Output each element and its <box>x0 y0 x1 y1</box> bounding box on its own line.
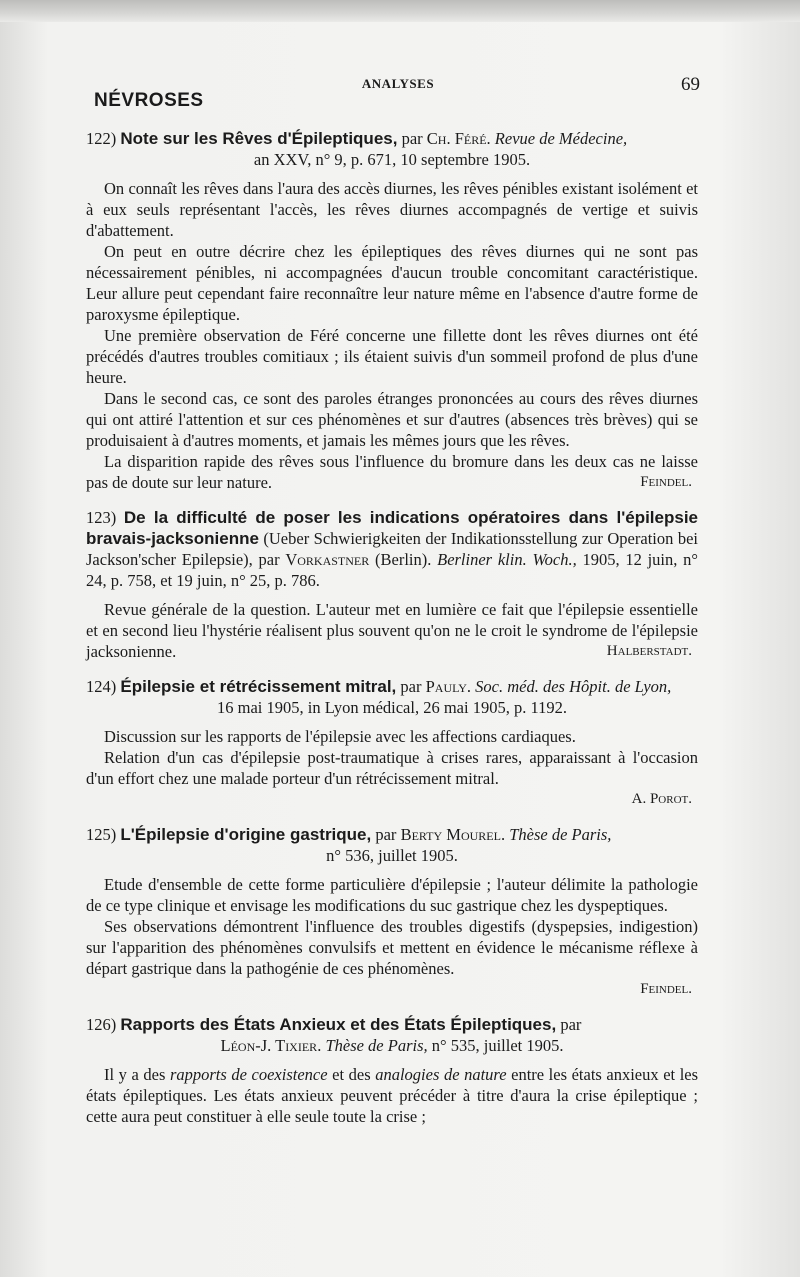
entry-heading <box>86 128 698 170</box>
journal-name: Revue de Médecine, <box>494 129 628 148</box>
citation-text: . <box>500 825 510 844</box>
author-name: Léon-J. Tixier <box>220 1036 318 1055</box>
citation-details: an XXV, n° 9, p. 671, 10 septembre 1905. <box>253 150 531 169</box>
citation-text: . <box>486 129 495 148</box>
entry-number: 126) <box>86 1015 117 1034</box>
signature: Halberstadt. <box>606 643 692 659</box>
entry-122 <box>86 128 698 493</box>
signature: A. Porot. <box>631 791 692 807</box>
citation-details: n° 536, juillet 1905. <box>326 846 458 865</box>
author-name: Vorkastner <box>285 550 370 569</box>
paragraph: Ses observations démontrent l'influence des troubles digestifs (dyspepsies, indigestion) sur l'apparition des phénomènes convulsifs et mettent en évidence le mécanisme réflexe à départ gastrique dans la pathogénie de ces phénomènes. <box>86 917 698 978</box>
paragraph-text: Il y a des <box>104 1065 170 1084</box>
section-title: NÉVROSES <box>94 90 204 111</box>
citation-details: 1905, 12 juin, n° 24, p. 758, et 19 juin, n° 25, p. 786. <box>86 550 698 590</box>
entry-heading <box>86 1014 698 1056</box>
citation-text: par <box>556 1015 582 1034</box>
scan-edge <box>0 0 800 22</box>
paragraph: On peut en outre décrire chez les épileptiques des rêves diurnes qui ne sont pas nécessairement pénibles, ni accompagnées d'aucun trouble concomitant caractéristique. Leur allure peut cependant faire reconnaître leur nature même en l'absence d'autre forme de paroxysme épileptique. <box>86 242 698 324</box>
author-name: Pauly <box>425 677 467 696</box>
journal-name: Berliner klin. Woch., <box>437 550 577 569</box>
paragraph-text: et des <box>327 1065 376 1084</box>
entry-title: De la difficulté de poser les indications opératoires dans l'épilepsie bravais-jacksonienne <box>86 508 699 548</box>
paragraph-text: La disparition rapide des rêves sous l'influence du bromure dans les deux cas ne laisse pas de doute sur leur nature. <box>86 452 698 492</box>
paragraph: Dans le second cas, ce sont des paroles étranges prononcées au cours des rêves diurnes qui ont attiré l'attention et sur ces phénomènes et sur d'autres (absences très brèves) qui se produisaient à d'autres moments, et jamais les mêmes jours que les rêves. <box>86 389 698 450</box>
citation-text: par <box>371 825 401 844</box>
entry-number: 124) <box>86 677 117 696</box>
paragraph: Une première observation de Féré concerne une fillette dont les rêves diurnes ont été précédés d'autres troubles comitiaux ; ils étaient suivis d'un sommeil profond de plus d'une heure. <box>86 326 698 387</box>
entry-heading <box>86 507 698 591</box>
running-title: ANALYSES <box>361 76 435 91</box>
author-name: Berty Mourel <box>400 825 501 844</box>
citation-text: par <box>397 129 427 148</box>
entry-title: L'Épilepsie d'origine gastrique, <box>120 825 372 844</box>
paragraph: Etude d'ensemble de cette forme particulière d'épilepsie ; l'auteur délimite la pathologie de ce type clinique et envisage les modifications du suc gastrique chez les dyspeptiques. <box>86 875 698 915</box>
emphasis-text: analogies de nature <box>375 1065 507 1084</box>
page-number: 69 <box>681 74 700 95</box>
journal-name: Thèse de Paris, <box>325 1036 428 1055</box>
paragraph: Discussion sur les rapports de l'épilepsie avec les affections cardiaques. <box>104 727 576 746</box>
entry-number: 123) <box>86 508 117 527</box>
entry-heading <box>86 824 698 866</box>
entry-124 <box>86 676 698 810</box>
article-body <box>86 128 698 1141</box>
citation-text: (Berlin). <box>369 550 438 569</box>
journal-name: Thèse de Paris, <box>509 825 612 844</box>
paragraph: On connaît les rêves dans l'aura des accès diurnes, les rêves pénibles existant isolément et à eux seuls représentant l'accès, les rêves diurnes accompagnés de vertige et suivis d'abattement. <box>86 179 698 240</box>
entry-title: Note sur les Rêves d'Épileptiques, <box>120 129 398 148</box>
entry-number: 122) <box>86 129 117 148</box>
paragraph <box>86 451 698 493</box>
page-header <box>88 74 708 114</box>
entry-number: 125) <box>86 825 117 844</box>
citation-text: . <box>317 1036 326 1055</box>
entry-125 <box>86 824 698 1000</box>
citation-text: par <box>396 677 426 696</box>
paragraph-text: entre les états anxieux et les états épileptiques. Les états anxieux peuvent précéder à titre d'aura la crise épileptique ; cette aura peut constituer à elle seule toute la crise ; <box>86 1065 699 1126</box>
signature: Feindel. <box>640 474 692 490</box>
citation-text: (Ueber Schwierigkeiten der Indikationsstellung zur Operation bei Jackson'scher Epilepsie), par <box>86 529 698 569</box>
entry-title: Épilepsie et rétrécissement mitral, <box>120 677 397 696</box>
entry-126 <box>86 1014 698 1127</box>
entry-title: Rapports des États Anxieux et des États Épileptiques, <box>120 1015 557 1034</box>
paragraph <box>86 1064 698 1127</box>
paragraph: Relation d'un cas d'épilepsie post-traumatique à crises rares, apparaissant à l'occasion d'un effort chez une malade porteur d'un rétrécissement mitral. <box>86 748 698 788</box>
entry-heading <box>86 676 698 718</box>
paragraph-text: Revue générale de la question. L'auteur met en lumière ce fait que l'épilepsie essentielle et en second lieu l'hystérie réalisent plus souvent qu'on ne le croit le syndrome de l'épilepsie jacksonienne. <box>86 600 698 661</box>
entry-123 <box>86 507 698 662</box>
citation-details <box>86 1035 698 1056</box>
paragraph <box>86 599 698 662</box>
citation-text: n° 535, juillet 1905. <box>427 1036 564 1055</box>
citation-text: . <box>466 677 476 696</box>
signature: Feindel. <box>640 981 692 997</box>
author-name: Ch. Féré <box>426 129 487 148</box>
citation-details: 16 mai 1905, in Lyon médical, 26 mai 1905, p. 1192. <box>217 698 567 717</box>
journal-name: Soc. méd. des Hôpit. de Lyon, <box>475 677 672 696</box>
emphasis-text: rapports de coexistence <box>169 1065 328 1084</box>
